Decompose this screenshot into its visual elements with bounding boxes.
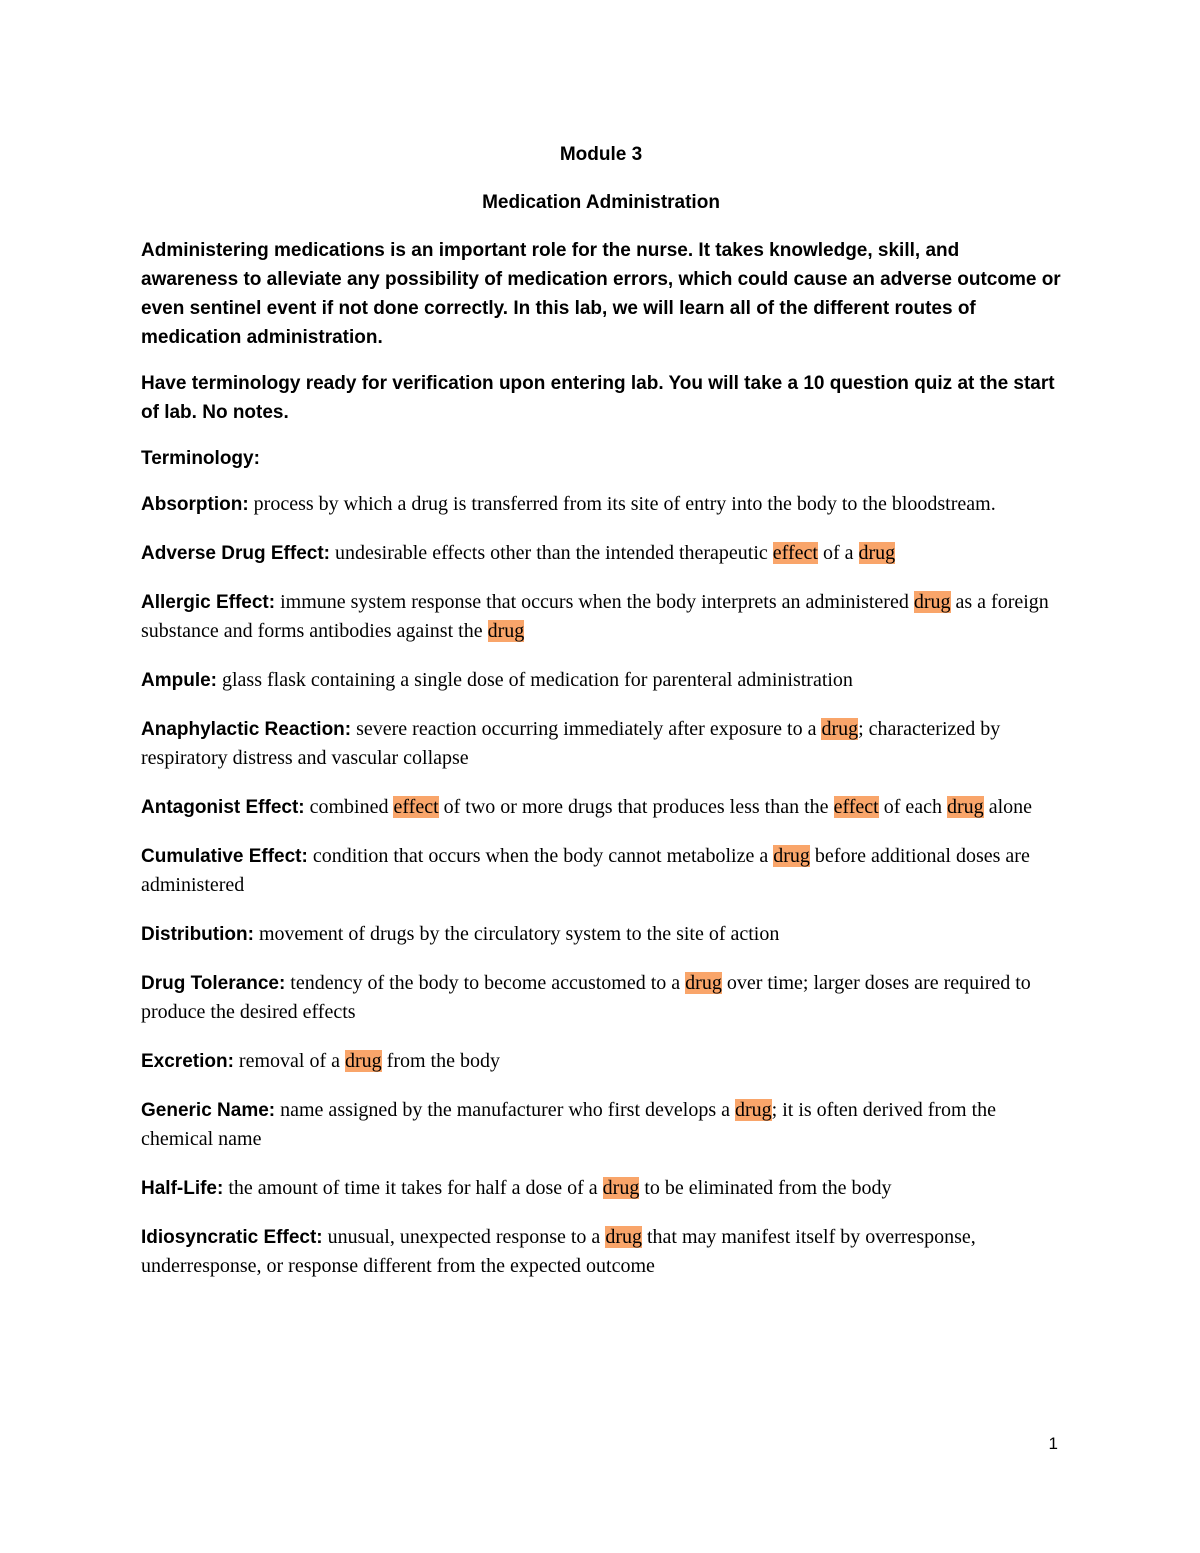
page-title: Module 3 (559, 144, 643, 165)
highlighted-word: drug (913, 591, 951, 613)
definition-text: ; characterized by respiratory distress and vascular collapse (141, 718, 1001, 769)
definition-text: removal of a (233, 1050, 345, 1072)
definition-text: to be eliminated from the body (639, 1177, 892, 1199)
highlighted-word: drug (947, 796, 984, 818)
highlighted-word: drug (345, 1050, 382, 1072)
term-name: Antagonist Effect: (141, 797, 305, 818)
definition-text: of a (817, 542, 859, 564)
term-name: Distribution: (141, 924, 254, 945)
definition-text: ; it is often derived from the chemical name (141, 1099, 997, 1150)
definition-text: alone (983, 796, 1032, 818)
term-entry (141, 1223, 1061, 1281)
definition-text: name assigned by the manufacturer who first develops a (275, 1099, 735, 1121)
term-definition (330, 542, 895, 564)
definition-text: unusual, unexpected response to a (322, 1226, 606, 1248)
term-name: Absorption: (141, 494, 249, 515)
term-definition (141, 591, 1049, 642)
term-definition (249, 493, 996, 515)
term-name: Adverse Drug Effect: (141, 543, 330, 564)
term-entry (141, 666, 1061, 695)
definition-text: that may manifest itself by overresponse, underresponse, or response different from the expected outcome (141, 1226, 976, 1277)
instructions-paragraph: Have terminology ready for verification upon entering lab. You will take a 10 question quiz at the start of lab. No notes. (141, 373, 1055, 423)
highlighted-word: drug (487, 620, 525, 642)
definition-text: condition that occurs when the body cannot metabolize a (307, 845, 774, 867)
highlighted-word: effect (393, 796, 439, 818)
definition-text: undesirable effects other than the intended therapeutic (330, 542, 773, 564)
term-name: Excretion: (141, 1051, 234, 1072)
term-name: Half-Life: (141, 1178, 224, 1199)
term-entry (141, 715, 1061, 773)
term-name: Idiosyncratic Effect: (141, 1227, 323, 1248)
definition-text: as a foreign substance and forms antibodies against the (141, 591, 1049, 642)
highlighted-word: drug (605, 1226, 642, 1248)
term-entry (141, 1174, 1061, 1203)
term-name: Drug Tolerance: (141, 973, 286, 994)
term-name: Ampule: (141, 670, 217, 691)
highlighted-word: drug (821, 718, 859, 740)
definition-text: severe reaction occurring immediately after exposure to a (351, 718, 822, 740)
term-name: Allergic Effect: (141, 592, 276, 613)
highlighted-word: effect (772, 542, 818, 564)
term-name: Cumulative Effect: (141, 846, 308, 867)
definition-text: of each (878, 796, 948, 818)
highlighted-word: drug (685, 972, 722, 994)
term-entry (141, 920, 1061, 949)
highlighted-word: drug (734, 1099, 772, 1121)
term-entry (141, 588, 1061, 646)
definition-text: glass flask containing a single dose of medication for parenteral administration (217, 669, 853, 691)
highlighted-word: drug (602, 1177, 640, 1199)
definition-text: over time; larger doses are required to produce the desired effects (141, 972, 1031, 1023)
definition-text: before additional doses are administered (141, 845, 1030, 896)
definition-text: of two or more drugs that produces less than the (438, 796, 834, 818)
definition-text: immune system response that occurs when the body interprets an administered (275, 591, 914, 613)
term-entry (141, 793, 1061, 822)
definition-text: the amount of time it takes for half a dose of a (223, 1177, 603, 1199)
term-definition (305, 796, 1032, 818)
term-entry (141, 1096, 1061, 1154)
definition-text: process by which a drug is transferred from its site of entry into the body to the bloodstream. (248, 493, 996, 515)
definition-text: tendency of the body to become accustomed to a (285, 972, 686, 994)
term-definition (223, 1177, 891, 1199)
term-name: Generic Name: (141, 1100, 276, 1121)
highlighted-word: effect (833, 796, 879, 818)
definition-text: from the body (381, 1050, 500, 1072)
term-entry (141, 490, 1061, 519)
term-definition (234, 1050, 500, 1072)
highlighted-word: drug (858, 542, 896, 564)
term-definition (254, 923, 779, 945)
term-definition (217, 669, 853, 691)
page-subtitle: Medication Administration (482, 192, 720, 213)
page-number: 1 (1048, 1434, 1058, 1453)
term-entry (141, 539, 1061, 568)
definition-text: movement of drugs by the circulatory system to the site of action (253, 923, 780, 945)
page-content (141, 140, 1061, 1301)
terms-list (141, 490, 1061, 1281)
term-name: Anaphylactic Reaction: (141, 719, 352, 740)
term-entry (141, 969, 1061, 1027)
term-entry (141, 842, 1061, 900)
definition-text: combined (304, 796, 394, 818)
highlighted-word: drug (773, 845, 810, 867)
terminology-heading: Terminology: (141, 448, 260, 469)
intro-paragraph: Administering medications is an important role for the nurse. It takes knowledge, skill, and awareness to alleviate any possibility of medication errors, which could cause an adverse outcome or even sentinel event if not done correctly. In this lab, we will learn all of the different routes of medication administration. (141, 240, 1061, 348)
term-entry (141, 1047, 1061, 1076)
